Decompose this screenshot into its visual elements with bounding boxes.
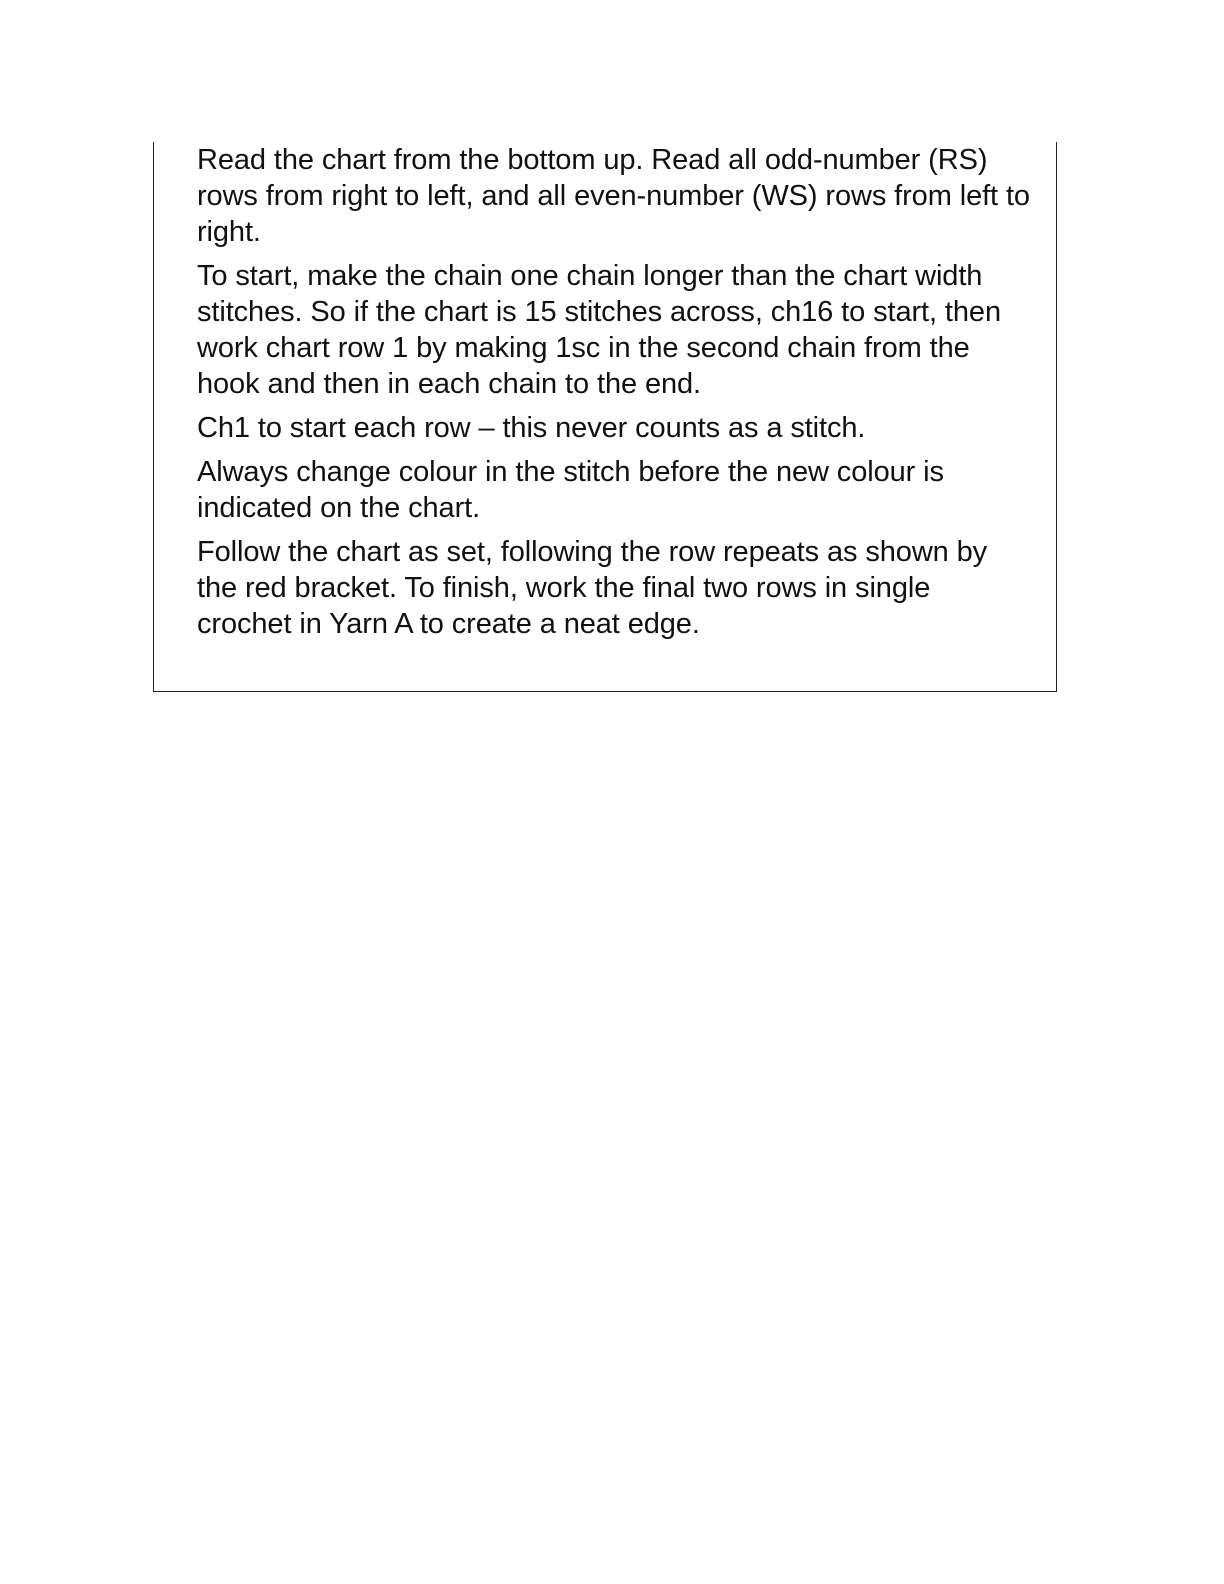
- instruction-paragraph-row-start: Ch1 to start each row – this never counts as a stitch.: [197, 412, 866, 444]
- instructions-text: [197, 142, 1032, 650]
- instruction-paragraph-reading-direction: Read the chart from the bottom up. Read all odd-number (RS) rows from right to left, and all even-number (WS) rows from left to right.: [197, 144, 1030, 248]
- instruction-paragraph-finishing: Follow the chart as set, following the row repeats as shown by the red bracket. To finish, work the final two rows in single crochet in Yarn A to create a neat edge.: [197, 536, 988, 640]
- instructions-box: [153, 142, 1057, 692]
- instruction-paragraph-colour-change: Always change colour in the stitch before the new colour is indicated on the chart.: [197, 456, 944, 524]
- instruction-paragraph-starting-chain: To start, make the chain one chain longer than the chart width stitches. So if the chart is 15 stitches across, ch16 to start, then work chart row 1 by making 1sc in the second chain from the hook and then in each chain to the end.: [197, 260, 1001, 400]
